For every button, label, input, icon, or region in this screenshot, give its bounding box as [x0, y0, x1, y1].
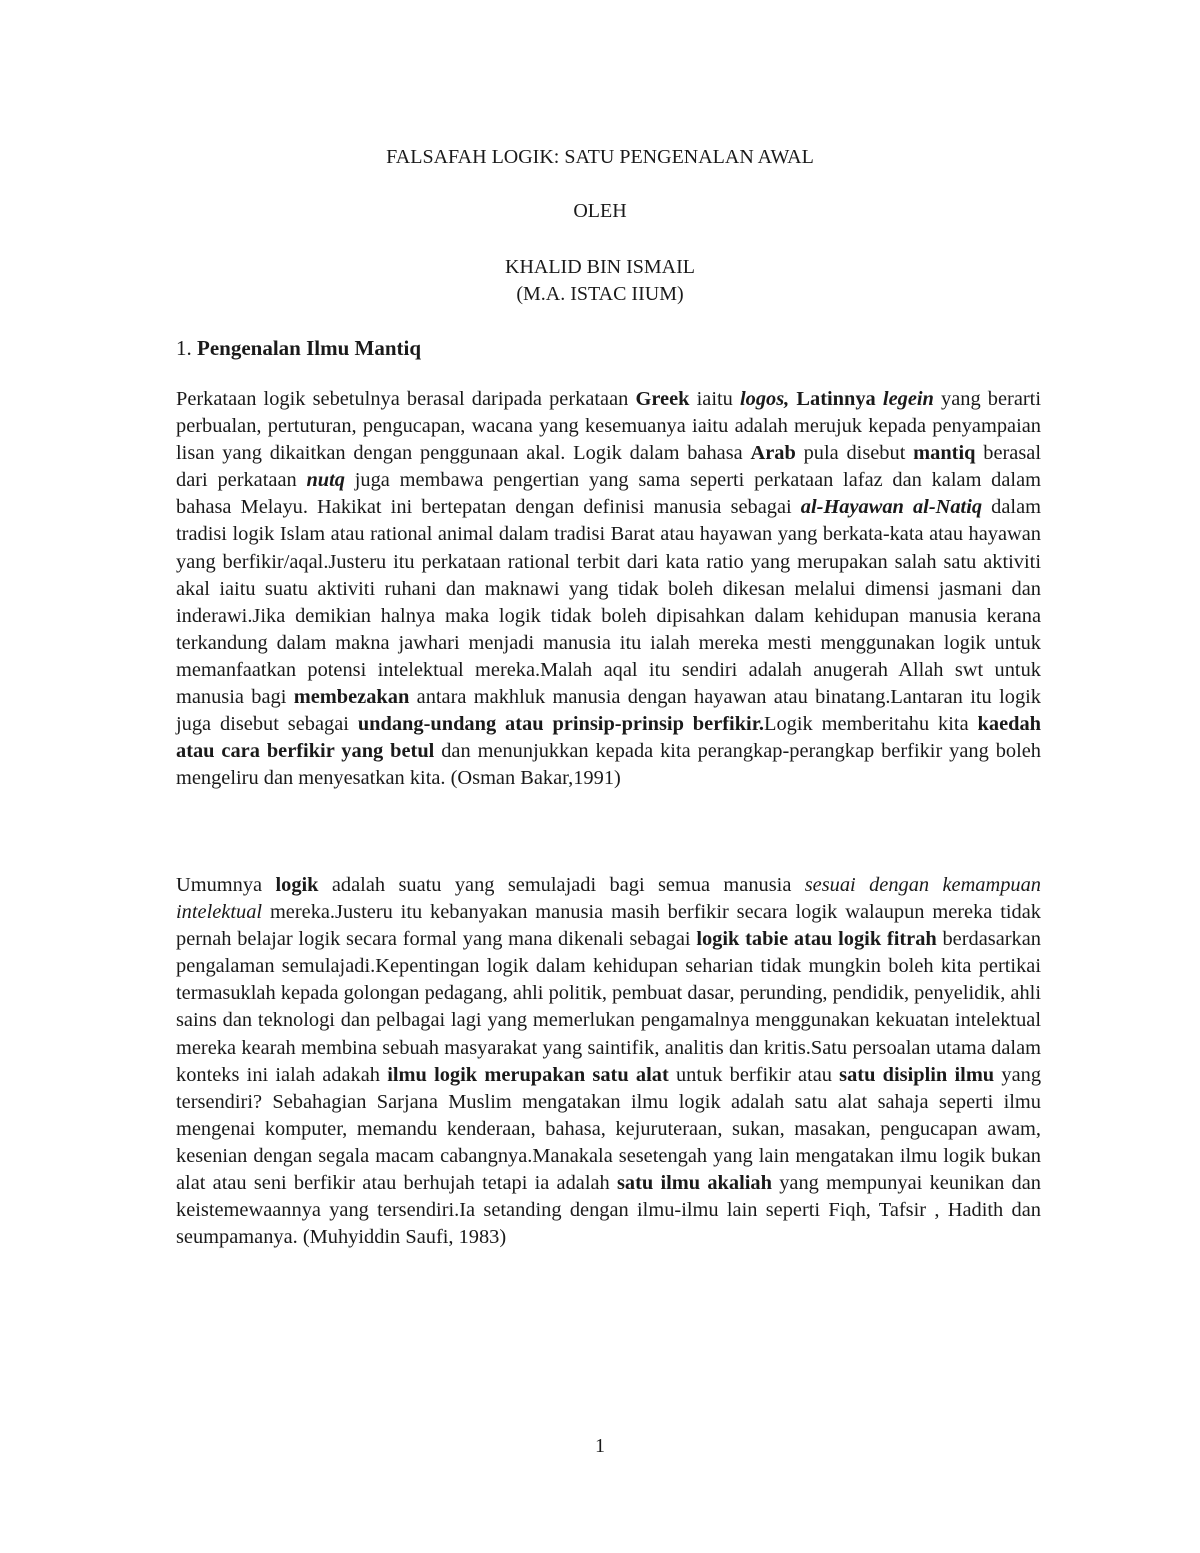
text-run: Logik memberitahu kita [763, 713, 978, 736]
text-run: juga membawa pengertian yang sama seperti perkataan lafaz dan kalam dalam bahasa Melayu. Hakikat ini bertepatan dengan definisi manusia sebagai [176, 469, 1041, 519]
text-run: Umumnya [176, 874, 276, 896]
text-run: logik tabie atau logik fitrah [696, 928, 937, 951]
text-run: satu disiplin ilmu [839, 1063, 995, 1086]
text-run: untuk berfikir atau [668, 1063, 840, 1086]
text-run: undang-undang atau prinsip-prinsip berfikir. [357, 713, 764, 736]
text-run: membezakan [293, 686, 410, 709]
text-run: kaedah atau cara berfikir yang betul [176, 713, 1041, 763]
text-run: Greek [635, 388, 690, 410]
text-run: yang tersendiri? Sebahagian Sarjana Muslim mengatakan ilmu logik adalah satu alat sahaja seperti ilmu mengenai komputer, memandu kenderaan, bahasa, kejuruteraan, sukan, masakan, pengucapan awam, kesenian dengan segala macam cabangnya.Manakala sesetengah yang lain mengatakan ilmu logik bukan alat atau seni berfikir atau berhujah tetapi ia adalah [176, 1063, 1042, 1195]
author-name: KHALID BIN ISMAIL [505, 256, 695, 278]
page-number: 1 [595, 1435, 605, 1457]
text-run: satu ilmu akaliah [616, 1172, 772, 1195]
text-run: dalam tradisi logik Islam atau rational animal dalam tradisi Barat atau hayawan yang berkata-kata atau hayawan yang berfikir/aqal.Justeru itu perkataan rational terbit dari kata ratio yang merupakan salah satu aktiviti akal iaitu suatu aktiviti ruhani dan maknawi yang tidak boleh dikesan melalui dimensi jasmani dan inderawi.Jika demikian halnya maka logik tidak boleh dipisahkan dalam kehidupan manusia kerana terkandung dalam makna jawhari menjadi manusia itu ialah mereka mesti menggunakan logik untuk memanfaatkan potensi intelektual mereka.Malah aqal itu sendiri adalah anugerah Allah swt untuk manusia bagi [176, 496, 1041, 709]
text-run: sesuai dengan kemampuan intelektual [176, 874, 1041, 924]
text-run: ilmu logik merupakan satu alat [387, 1063, 669, 1086]
paragraph-2 [176, 872, 1041, 1251]
text-run: antara makhluk manusia dengan hayawan atau binatang.Lantaran itu logik juga disebut sebagai [176, 686, 1041, 736]
text-run: iaitu [689, 388, 740, 410]
text-run: dan menunjukkan kepada kita perangkap-perangkap berfikir yang boleh mengeliru dan menyesatkan kita. (Osman Bakar,1991) [176, 740, 1041, 790]
text-run: logik [275, 874, 319, 896]
section-heading [176, 334, 421, 362]
text-run: nutq [306, 469, 345, 492]
text-run: logos, [740, 388, 790, 410]
text-run: pula disebut [795, 442, 914, 465]
text-run: mantiq [913, 442, 976, 465]
text-run: mereka.Justeru itu kebanyakan manusia masih berfikir secara logik walaupun mereka tidak pernah belajar logik secara formal yang mana dikenali sebagai [176, 901, 1041, 951]
section-number: 1. [176, 336, 197, 360]
byline-label: OLEH [573, 200, 627, 222]
text-run: legein [882, 388, 934, 410]
document-title: FALSAFAH LOGIK: SATU PENGENALAN AWAL [386, 146, 814, 168]
section-title: Pengenalan Ilmu Mantiq [197, 336, 422, 360]
text-run: yang berarti perbualan, pertuturan, pengucapan, wacana yang kesemuanya iaitu adalah merujuk kepada penyampaian lisan yang dikaitkan dengan penggunaan akal. Logik dalam bahasa [176, 388, 1041, 465]
text-run: Latinnya [789, 388, 883, 410]
text-run: adalah suatu yang semulajadi bagi semua manusia [318, 874, 805, 896]
text-run: Arab [750, 442, 796, 465]
text-run: yang mempunyai keunikan dan keistemewaannya yang tersendiri.Ia setanding dengan ilmu-ilmu lain seperti Fiqh, Tafsir , Hadith dan seumpamanya. (Muhyiddin Saufi, 1983) [176, 1172, 1041, 1249]
text-run: berdasarkan pengalaman semulajadi.Kepentingan logik dalam kehidupan seharian tidak mungkin boleh kita pertikai termasuklah kepada golongan pedagang, ahli politik, pembuat dasar, perunding, pendidik, penyelidik, ahli sains dan teknologi dan pelbagai lagi yang memerlukan pengamalnya menggunakan kekuatan intelektual mereka kearah membina sebuah masyarakat yang saintifik, analitis dan kritis.Satu persoalan utama dalam konteks ini ialah adakah [176, 928, 1041, 1086]
author-affiliation: (M.A. ISTAC IIUM) [516, 283, 684, 305]
text-run: Perkataan logik sebetulnya berasal daripada perkataan [176, 388, 636, 410]
text-run: al-Hayawan al-Natiq [800, 496, 983, 519]
paragraph-1 [176, 386, 1041, 792]
text-run: berasal dari perkataan [176, 442, 1041, 492]
